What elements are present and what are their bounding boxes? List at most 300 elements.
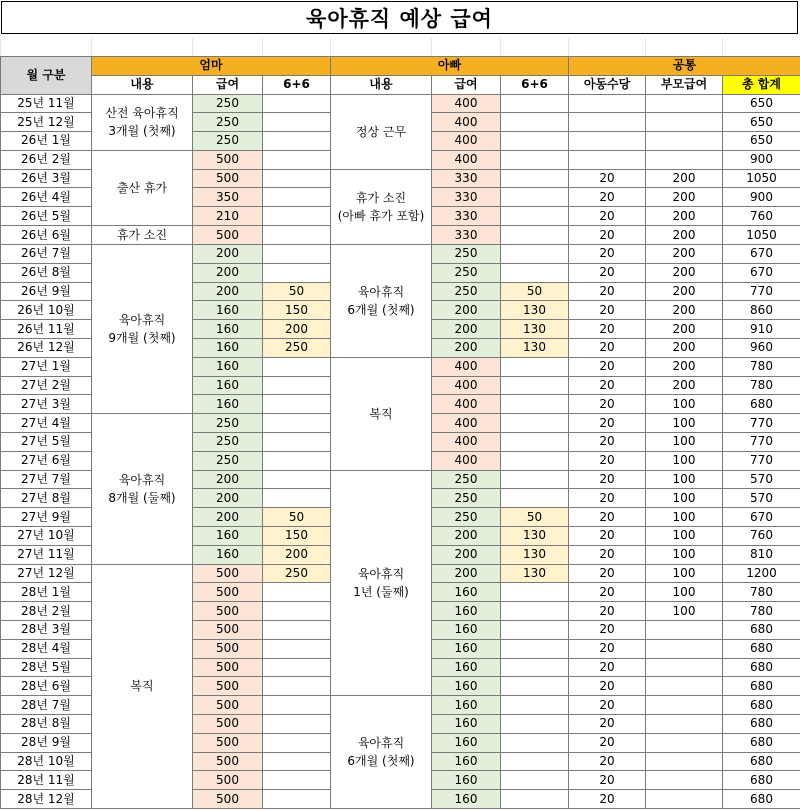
parent-pay-cell	[646, 677, 723, 696]
mom-salary-cell: 500	[193, 639, 263, 658]
child-allowance-cell: 20	[569, 677, 646, 696]
mom-66-cell	[263, 658, 331, 677]
mom-66-cell	[263, 226, 331, 245]
mom-66-cell	[263, 357, 331, 376]
child-allowance-cell: 20	[569, 226, 646, 245]
total-cell: 900	[723, 188, 800, 207]
mom-salary-cell: 250	[193, 94, 263, 113]
child-allowance-cell: 20	[569, 395, 646, 414]
mom-content-cell: 육아휴직 8개월 (둘째)	[92, 414, 193, 564]
mom-salary-cell: 500	[193, 583, 263, 602]
mom-66-cell	[263, 169, 331, 188]
mom-content-cell: 휴가 소진	[92, 226, 193, 245]
dad-salary-cell: 200	[432, 564, 501, 583]
mom-66-cell: 50	[263, 282, 331, 301]
month-cell: 26년 2월	[1, 150, 92, 169]
mom-salary-cell: 500	[193, 790, 263, 809]
parent-pay-cell: 200	[646, 207, 723, 226]
dad-salary-cell: 200	[432, 339, 501, 358]
child-allowance-cell: 20	[569, 583, 646, 602]
total-cell: 670	[723, 508, 800, 527]
total-cell: 680	[723, 733, 800, 752]
month-cell: 28년 6월	[1, 677, 92, 696]
dad-66-cell	[501, 376, 569, 395]
month-cell: 26년 5월	[1, 207, 92, 226]
parent-pay-cell: 200	[646, 263, 723, 282]
mom-salary-cell: 200	[193, 470, 263, 489]
dad-66-header: 6+6	[501, 75, 569, 94]
month-cell: 26년 1월	[1, 132, 92, 151]
child-allowance-cell: 20	[569, 527, 646, 546]
mom-66-cell	[263, 715, 331, 734]
dad-66-cell	[501, 395, 569, 414]
total-header: 총 합계	[723, 75, 800, 94]
parent-pay-cell: 100	[646, 564, 723, 583]
mom-66-cell	[263, 263, 331, 282]
dad-content-cell: 육아휴직 6개월 (첫째)	[331, 696, 432, 809]
mom-66-cell	[263, 602, 331, 621]
dad-66-cell	[501, 94, 569, 113]
total-cell: 770	[723, 414, 800, 433]
dad-salary-cell: 160	[432, 715, 501, 734]
mom-66-cell	[263, 696, 331, 715]
mom-salary-cell: 350	[193, 188, 263, 207]
total-cell: 770	[723, 433, 800, 452]
mom-66-cell	[263, 677, 331, 696]
mom-66-cell	[263, 395, 331, 414]
mom-salary-cell: 500	[193, 602, 263, 621]
parent-pay-cell: 200	[646, 320, 723, 339]
month-cell: 28년 1월	[1, 583, 92, 602]
month-header: 월 구분	[1, 56, 92, 94]
dad-66-cell	[501, 696, 569, 715]
mom-content-cell: 산전 육아휴직 3개월 (첫째)	[92, 94, 193, 150]
dad-salary-cell: 330	[432, 226, 501, 245]
mom-salary-cell: 500	[193, 715, 263, 734]
child-allowance-cell: 20	[569, 752, 646, 771]
month-cell: 26년 7월	[1, 245, 92, 264]
dad-66-cell	[501, 733, 569, 752]
group-header-row	[1, 56, 800, 75]
dad-salary-cell: 400	[432, 414, 501, 433]
mom-salary-header: 급여	[193, 75, 263, 94]
dad-salary-cell: 160	[432, 583, 501, 602]
mom-salary-cell: 500	[193, 677, 263, 696]
total-cell: 650	[723, 132, 800, 151]
total-cell: 960	[723, 339, 800, 358]
dad-66-cell	[501, 226, 569, 245]
mom-content-header: 내용	[92, 75, 193, 94]
parent-pay-cell	[646, 752, 723, 771]
dad-salary-cell: 400	[432, 376, 501, 395]
salary-table	[0, 38, 800, 809]
parent-pay-cell	[646, 715, 723, 734]
parent-pay-cell: 100	[646, 545, 723, 564]
mom-66-cell	[263, 733, 331, 752]
dad-66-cell	[501, 658, 569, 677]
child-allowance-cell: 20	[569, 715, 646, 734]
mom-66-cell	[263, 245, 331, 264]
dad-salary-cell: 200	[432, 301, 501, 320]
mom-salary-cell: 500	[193, 169, 263, 188]
month-cell: 27년 3월	[1, 395, 92, 414]
dad-salary-cell: 160	[432, 639, 501, 658]
dad-salary-cell: 160	[432, 733, 501, 752]
parent-pay-cell: 100	[646, 508, 723, 527]
mom-salary-cell: 500	[193, 752, 263, 771]
parent-pay-cell: 200	[646, 245, 723, 264]
parent-pay-cell: 200	[646, 188, 723, 207]
month-cell: 28년 4월	[1, 639, 92, 658]
total-cell: 680	[723, 715, 800, 734]
parent-pay-cell	[646, 696, 723, 715]
total-cell: 770	[723, 451, 800, 470]
mom-salary-cell: 500	[193, 226, 263, 245]
child-allowance-cell: 20	[569, 508, 646, 527]
month-cell: 26년 9월	[1, 282, 92, 301]
total-cell: 780	[723, 583, 800, 602]
dad-salary-cell: 400	[432, 451, 501, 470]
total-cell: 680	[723, 639, 800, 658]
dad-66-cell	[501, 263, 569, 282]
parent-pay-cell	[646, 733, 723, 752]
mom-66-cell	[263, 132, 331, 151]
dad-66-cell: 130	[501, 564, 569, 583]
mom-salary-cell: 250	[193, 132, 263, 151]
month-cell: 27년 12월	[1, 564, 92, 583]
month-cell: 26년 11월	[1, 320, 92, 339]
total-cell: 780	[723, 357, 800, 376]
dad-66-cell: 130	[501, 301, 569, 320]
mom-salary-cell: 160	[193, 395, 263, 414]
parent-pay-cell	[646, 94, 723, 113]
mom-66-cell	[263, 621, 331, 640]
dad-salary-cell: 400	[432, 357, 501, 376]
month-cell: 28년 5월	[1, 658, 92, 677]
common-header: 공통	[569, 56, 800, 75]
dad-salary-cell: 200	[432, 320, 501, 339]
child-allowance-cell: 20	[569, 733, 646, 752]
mom-content-cell: 육아휴직 9개월 (첫째)	[92, 245, 193, 414]
mom-66-cell: 250	[263, 339, 331, 358]
parent-pay-cell: 200	[646, 339, 723, 358]
dad-66-cell	[501, 790, 569, 809]
total-cell: 1050	[723, 169, 800, 188]
dad-content-cell: 정상 근무	[331, 94, 432, 169]
dad-66-cell	[501, 583, 569, 602]
dad-66-cell	[501, 169, 569, 188]
child-allowance-cell: 20	[569, 245, 646, 264]
mom-66-cell	[263, 207, 331, 226]
mom-salary-cell: 160	[193, 357, 263, 376]
total-cell: 860	[723, 301, 800, 320]
parent-pay-cell: 100	[646, 451, 723, 470]
month-cell: 28년 3월	[1, 621, 92, 640]
dad-66-cell	[501, 433, 569, 452]
dad-66-cell	[501, 245, 569, 264]
blank-row	[1, 38, 800, 56]
mom-header: 엄마	[92, 56, 331, 75]
total-cell: 680	[723, 658, 800, 677]
dad-salary-cell: 160	[432, 752, 501, 771]
mom-66-cell: 200	[263, 545, 331, 564]
dad-salary-cell: 160	[432, 677, 501, 696]
month-cell: 28년 8월	[1, 715, 92, 734]
child-allowance-cell: 20	[569, 451, 646, 470]
child-allowance-cell: 20	[569, 169, 646, 188]
parent-pay-cell: 200	[646, 376, 723, 395]
dad-66-cell: 130	[501, 545, 569, 564]
dad-salary-cell: 250	[432, 508, 501, 527]
total-cell: 680	[723, 696, 800, 715]
mom-66-cell: 150	[263, 301, 331, 320]
parent-pay-cell	[646, 621, 723, 640]
total-cell: 680	[723, 790, 800, 809]
child-allowance-cell: 20	[569, 602, 646, 621]
parent-pay-cell: 100	[646, 470, 723, 489]
mom-salary-cell: 160	[193, 301, 263, 320]
total-cell: 770	[723, 282, 800, 301]
dad-66-cell: 130	[501, 320, 569, 339]
mom-salary-cell: 500	[193, 658, 263, 677]
total-cell: 760	[723, 527, 800, 546]
total-cell: 760	[723, 207, 800, 226]
parent-pay-cell	[646, 771, 723, 790]
dad-66-cell	[501, 715, 569, 734]
total-cell: 650	[723, 113, 800, 132]
mom-content-cell: 출산 휴가	[92, 150, 193, 225]
dad-66-cell	[501, 414, 569, 433]
parent-pay-cell	[646, 639, 723, 658]
total-cell: 570	[723, 470, 800, 489]
dad-salary-cell: 160	[432, 771, 501, 790]
parent-pay-cell: 100	[646, 489, 723, 508]
mom-salary-cell: 500	[193, 621, 263, 640]
dad-66-cell: 130	[501, 339, 569, 358]
mom-salary-cell: 200	[193, 508, 263, 527]
dad-salary-cell: 400	[432, 132, 501, 151]
child-allowance-cell: 20	[569, 339, 646, 358]
dad-66-cell: 50	[501, 508, 569, 527]
dad-66-cell	[501, 621, 569, 640]
total-cell: 780	[723, 602, 800, 621]
month-cell: 28년 2월	[1, 602, 92, 621]
parent-pay-cell	[646, 790, 723, 809]
total-cell: 570	[723, 489, 800, 508]
child-allowance-cell: 20	[569, 301, 646, 320]
dad-salary-cell: 400	[432, 395, 501, 414]
dad-salary-cell: 400	[432, 94, 501, 113]
month-cell: 28년 10월	[1, 752, 92, 771]
parent-pay-cell	[646, 658, 723, 677]
parent-pay-cell: 100	[646, 414, 723, 433]
month-cell: 27년 1월	[1, 357, 92, 376]
parent-pay-header: 부모급여	[646, 75, 723, 94]
page-title: 육아휴직 예상 급여	[1, 1, 798, 34]
month-cell: 28년 9월	[1, 733, 92, 752]
month-cell: 27년 8월	[1, 489, 92, 508]
dad-66-cell	[501, 602, 569, 621]
mom-salary-cell: 250	[193, 451, 263, 470]
child-allowance-cell	[569, 113, 646, 132]
month-cell: 28년 11월	[1, 771, 92, 790]
dad-66-cell: 50	[501, 282, 569, 301]
mom-salary-cell: 500	[193, 733, 263, 752]
parent-pay-cell: 200	[646, 169, 723, 188]
total-cell: 810	[723, 545, 800, 564]
dad-content-header: 내용	[331, 75, 432, 94]
column-header-row	[1, 75, 800, 94]
mom-salary-cell: 500	[193, 696, 263, 715]
dad-content-cell: 복직	[331, 357, 432, 470]
child-allowance-cell: 20	[569, 207, 646, 226]
mom-salary-cell: 200	[193, 263, 263, 282]
dad-66-cell	[501, 150, 569, 169]
dad-66-cell	[501, 639, 569, 658]
child-allowance-cell: 20	[569, 282, 646, 301]
dad-salary-cell: 200	[432, 545, 501, 564]
month-cell: 27년 7월	[1, 470, 92, 489]
child-allowance-cell: 20	[569, 357, 646, 376]
total-cell: 910	[723, 320, 800, 339]
dad-header: 아빠	[331, 56, 569, 75]
child-allowance-cell: 20	[569, 188, 646, 207]
dad-salary-cell: 400	[432, 150, 501, 169]
child-allowance-cell: 20	[569, 639, 646, 658]
mom-66-cell	[263, 150, 331, 169]
month-cell: 27년 5월	[1, 433, 92, 452]
mom-salary-cell: 250	[193, 433, 263, 452]
dad-66-cell	[501, 357, 569, 376]
dad-66-cell: 130	[501, 527, 569, 546]
mom-content-cell: 복직	[92, 564, 193, 808]
child-allowance-cell: 20	[569, 564, 646, 583]
mom-66-cell	[263, 752, 331, 771]
dad-salary-cell: 330	[432, 169, 501, 188]
mom-66-cell: 200	[263, 320, 331, 339]
mom-salary-cell: 250	[193, 414, 263, 433]
child-allowance-cell: 20	[569, 320, 646, 339]
parent-pay-cell: 100	[646, 527, 723, 546]
parent-pay-cell: 200	[646, 226, 723, 245]
dad-66-cell	[501, 752, 569, 771]
mom-66-header: 6+6	[263, 75, 331, 94]
child-allowance-cell: 20	[569, 696, 646, 715]
child-allowance-cell: 20	[569, 433, 646, 452]
mom-66-cell	[263, 639, 331, 658]
total-cell: 680	[723, 771, 800, 790]
mom-66-cell	[263, 489, 331, 508]
mom-66-cell: 150	[263, 527, 331, 546]
month-cell: 27년 9월	[1, 508, 92, 527]
mom-66-cell	[263, 376, 331, 395]
mom-66-cell	[263, 771, 331, 790]
child-allowance-cell: 20	[569, 470, 646, 489]
mom-66-cell	[263, 470, 331, 489]
dad-salary-cell: 400	[432, 113, 501, 132]
dad-66-cell	[501, 470, 569, 489]
dad-content-cell: 육아휴직 6개월 (첫째)	[331, 245, 432, 358]
total-cell: 680	[723, 752, 800, 771]
mom-salary-cell: 160	[193, 376, 263, 395]
dad-salary-cell: 250	[432, 245, 501, 264]
month-cell: 26년 3월	[1, 169, 92, 188]
mom-66-cell	[263, 113, 331, 132]
table-row	[1, 94, 800, 113]
dad-salary-cell: 330	[432, 207, 501, 226]
mom-66-cell	[263, 451, 331, 470]
mom-salary-cell: 500	[193, 564, 263, 583]
child-allowance-cell: 20	[569, 545, 646, 564]
month-cell: 27년 4월	[1, 414, 92, 433]
month-cell: 27년 11월	[1, 545, 92, 564]
dad-salary-cell: 250	[432, 263, 501, 282]
dad-66-cell	[501, 451, 569, 470]
total-cell: 680	[723, 677, 800, 696]
child-allowance-cell: 20	[569, 771, 646, 790]
total-cell: 900	[723, 150, 800, 169]
dad-content-cell: 휴가 소진 (아빠 휴가 포함)	[331, 169, 432, 244]
dad-salary-cell: 250	[432, 282, 501, 301]
mom-66-cell	[263, 433, 331, 452]
dad-salary-cell: 160	[432, 621, 501, 640]
mom-salary-cell: 200	[193, 282, 263, 301]
parent-pay-cell: 200	[646, 357, 723, 376]
mom-66-cell	[263, 583, 331, 602]
mom-salary-cell: 160	[193, 545, 263, 564]
parent-pay-cell	[646, 150, 723, 169]
child-allowance-cell: 20	[569, 621, 646, 640]
child-allowance-cell	[569, 150, 646, 169]
month-cell: 25년 11월	[1, 94, 92, 113]
dad-66-cell	[501, 771, 569, 790]
month-cell: 26년 4월	[1, 188, 92, 207]
dad-salary-header: 급여	[432, 75, 501, 94]
mom-salary-cell: 160	[193, 339, 263, 358]
child-allowance-cell: 20	[569, 263, 646, 282]
parent-pay-cell: 100	[646, 602, 723, 621]
month-cell: 27년 2월	[1, 376, 92, 395]
mom-salary-cell: 160	[193, 320, 263, 339]
month-cell: 28년 7월	[1, 696, 92, 715]
dad-66-cell	[501, 132, 569, 151]
dad-salary-cell: 160	[432, 602, 501, 621]
dad-66-cell	[501, 207, 569, 226]
mom-salary-cell: 250	[193, 113, 263, 132]
dad-66-cell	[501, 188, 569, 207]
parent-pay-cell: 100	[646, 433, 723, 452]
total-cell: 1200	[723, 564, 800, 583]
parent-pay-cell: 100	[646, 583, 723, 602]
dad-salary-cell: 400	[432, 433, 501, 452]
child-allowance-cell: 20	[569, 414, 646, 433]
total-cell: 680	[723, 395, 800, 414]
mom-66-cell	[263, 790, 331, 809]
parent-pay-cell: 200	[646, 301, 723, 320]
child-allowance-cell	[569, 132, 646, 151]
mom-66-cell	[263, 414, 331, 433]
dad-salary-cell: 160	[432, 696, 501, 715]
table-row	[1, 245, 800, 264]
month-cell: 27년 10월	[1, 527, 92, 546]
dad-salary-cell: 250	[432, 470, 501, 489]
month-cell: 26년 10월	[1, 301, 92, 320]
month-cell: 26년 8월	[1, 263, 92, 282]
total-cell: 650	[723, 94, 800, 113]
mom-salary-cell: 200	[193, 489, 263, 508]
parent-pay-cell: 100	[646, 395, 723, 414]
child-allowance-header: 아동수당	[569, 75, 646, 94]
